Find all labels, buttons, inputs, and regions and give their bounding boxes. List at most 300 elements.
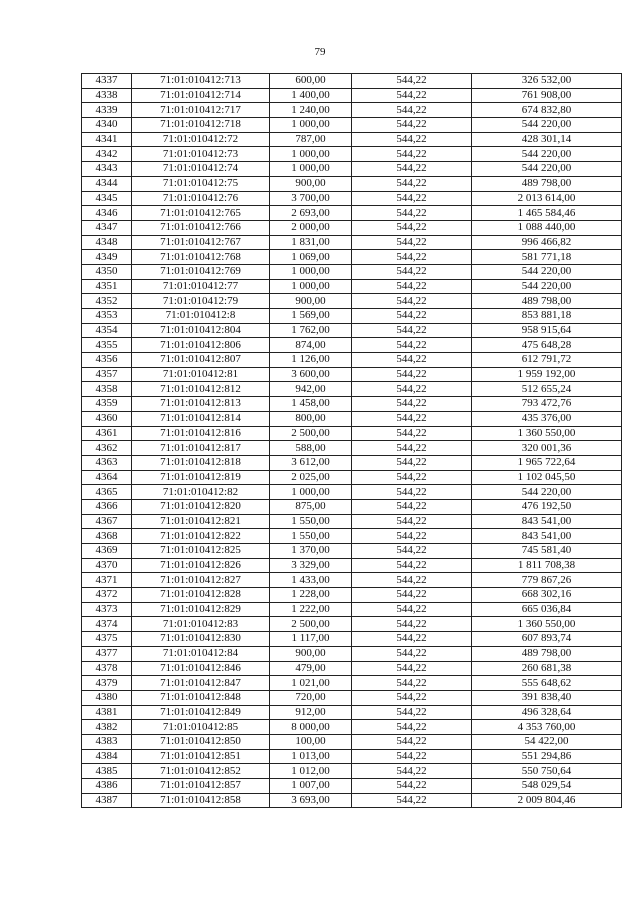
row-number-cell: 4362 xyxy=(82,441,132,456)
row-number-cell: 4337 xyxy=(82,74,132,89)
area-cell: 787,00 xyxy=(270,132,352,147)
cadastral-value-cell: 489 798,00 xyxy=(472,294,622,309)
table-row xyxy=(82,646,622,661)
row-number-cell: 4370 xyxy=(82,558,132,573)
area-cell: 1 117,00 xyxy=(270,632,352,647)
specific-value-cell: 544,22 xyxy=(352,235,472,250)
cadastral-value-cell: 1 102 045,50 xyxy=(472,470,622,485)
cadastral-value-cell: 665 036,84 xyxy=(472,602,622,617)
specific-value-cell: 544,22 xyxy=(352,397,472,412)
cadastral-number-cell: 71:01:010412:714 xyxy=(132,88,270,103)
specific-value-cell: 544,22 xyxy=(352,118,472,133)
specific-value-cell: 544,22 xyxy=(352,588,472,603)
row-number-cell: 4385 xyxy=(82,764,132,779)
specific-value-cell: 544,22 xyxy=(352,514,472,529)
area-cell: 600,00 xyxy=(270,74,352,89)
cadastral-number-cell: 71:01:010412:817 xyxy=(132,441,270,456)
row-number-cell: 4357 xyxy=(82,367,132,382)
specific-value-cell: 544,22 xyxy=(352,544,472,559)
row-number-cell: 4380 xyxy=(82,690,132,705)
cadastral-number-cell: 71:01:010412:769 xyxy=(132,264,270,279)
table-row xyxy=(82,514,622,529)
cadastral-number-cell: 71:01:010412:806 xyxy=(132,338,270,353)
cadastral-number-cell: 71:01:010412:81 xyxy=(132,367,270,382)
specific-value-cell: 544,22 xyxy=(352,455,472,470)
row-number-cell: 4384 xyxy=(82,749,132,764)
area-cell: 3 329,00 xyxy=(270,558,352,573)
area-cell: 1 569,00 xyxy=(270,309,352,324)
cadastral-number-cell: 71:01:010412:765 xyxy=(132,206,270,221)
table-row xyxy=(82,455,622,470)
specific-value-cell: 544,22 xyxy=(352,103,472,118)
area-cell: 1 433,00 xyxy=(270,573,352,588)
area-cell: 2 000,00 xyxy=(270,220,352,235)
cadastral-number-cell: 71:01:010412:858 xyxy=(132,793,270,808)
table-row xyxy=(82,382,622,397)
cadastral-number-cell: 71:01:010412:713 xyxy=(132,74,270,89)
area-cell: 1 458,00 xyxy=(270,397,352,412)
cadastral-number-cell: 71:01:010412:816 xyxy=(132,426,270,441)
table-row xyxy=(82,118,622,133)
cadastral-number-cell: 71:01:010412:814 xyxy=(132,411,270,426)
row-number-cell: 4360 xyxy=(82,411,132,426)
row-number-cell: 4383 xyxy=(82,734,132,749)
cadastral-value-cell: 435 376,00 xyxy=(472,411,622,426)
table-row xyxy=(82,74,622,89)
area-cell: 1 007,00 xyxy=(270,779,352,794)
cadastral-value-cell: 260 681,38 xyxy=(472,661,622,676)
table-row xyxy=(82,720,622,735)
cadastral-value-cell: 54 422,00 xyxy=(472,734,622,749)
table-row xyxy=(82,309,622,324)
row-number-cell: 4364 xyxy=(82,470,132,485)
row-number-cell: 4354 xyxy=(82,323,132,338)
table-row xyxy=(82,132,622,147)
area-cell: 1 831,00 xyxy=(270,235,352,250)
row-number-cell: 4363 xyxy=(82,455,132,470)
row-number-cell: 4375 xyxy=(82,632,132,647)
specific-value-cell: 544,22 xyxy=(352,734,472,749)
area-cell: 1 021,00 xyxy=(270,676,352,691)
row-number-cell: 4359 xyxy=(82,397,132,412)
specific-value-cell: 544,22 xyxy=(352,411,472,426)
specific-value-cell: 544,22 xyxy=(352,176,472,191)
cadastral-number-cell: 71:01:010412:766 xyxy=(132,220,270,235)
cadastral-value-cell: 761 908,00 xyxy=(472,88,622,103)
cadastral-number-cell: 71:01:010412:847 xyxy=(132,676,270,691)
table-row xyxy=(82,250,622,265)
table-row xyxy=(82,779,622,794)
row-number-cell: 4373 xyxy=(82,602,132,617)
cadastral-number-cell: 71:01:010412:820 xyxy=(132,499,270,514)
table-row xyxy=(82,353,622,368)
row-number-cell: 4349 xyxy=(82,250,132,265)
cadastral-number-cell: 71:01:010412:830 xyxy=(132,632,270,647)
cadastral-number-cell: 71:01:010412:85 xyxy=(132,720,270,735)
specific-value-cell: 544,22 xyxy=(352,279,472,294)
cadastral-value-cell: 496 328,64 xyxy=(472,705,622,720)
table-row xyxy=(82,676,622,691)
page-number: 79 xyxy=(314,46,326,58)
specific-value-cell: 544,22 xyxy=(352,690,472,705)
specific-value-cell: 544,22 xyxy=(352,602,472,617)
row-number-cell: 4365 xyxy=(82,485,132,500)
specific-value-cell: 544,22 xyxy=(352,353,472,368)
cadastral-value-cell: 544 220,00 xyxy=(472,147,622,162)
area-cell: 900,00 xyxy=(270,646,352,661)
row-number-cell: 4377 xyxy=(82,646,132,661)
specific-value-cell: 544,22 xyxy=(352,793,472,808)
cadastral-number-cell: 71:01:010412:807 xyxy=(132,353,270,368)
area-cell: 942,00 xyxy=(270,382,352,397)
cadastral-number-cell: 71:01:010412:767 xyxy=(132,235,270,250)
specific-value-cell: 544,22 xyxy=(352,147,472,162)
cadastral-number-cell: 71:01:010412:819 xyxy=(132,470,270,485)
cadastral-number-cell: 71:01:010412:827 xyxy=(132,573,270,588)
area-cell: 1 240,00 xyxy=(270,103,352,118)
table-row xyxy=(82,235,622,250)
area-cell: 1 126,00 xyxy=(270,353,352,368)
row-number-cell: 4353 xyxy=(82,309,132,324)
specific-value-cell: 544,22 xyxy=(352,779,472,794)
cadastral-value-cell: 607 893,74 xyxy=(472,632,622,647)
cadastral-number-cell: 71:01:010412:718 xyxy=(132,118,270,133)
cadastral-value-cell: 843 541,00 xyxy=(472,514,622,529)
specific-value-cell: 544,22 xyxy=(352,294,472,309)
table-row xyxy=(82,397,622,412)
cadastral-number-cell: 71:01:010412:74 xyxy=(132,162,270,177)
area-cell: 912,00 xyxy=(270,705,352,720)
table-row xyxy=(82,88,622,103)
row-number-cell: 4382 xyxy=(82,720,132,735)
cadastral-value-cell: 555 648,62 xyxy=(472,676,622,691)
row-number-cell: 4341 xyxy=(82,132,132,147)
table-row xyxy=(82,588,622,603)
area-cell: 2 025,00 xyxy=(270,470,352,485)
cadastral-number-cell: 71:01:010412:826 xyxy=(132,558,270,573)
table-row xyxy=(82,264,622,279)
row-number-cell: 4374 xyxy=(82,617,132,632)
area-cell: 720,00 xyxy=(270,690,352,705)
specific-value-cell: 544,22 xyxy=(352,720,472,735)
cadastral-number-cell: 71:01:010412:851 xyxy=(132,749,270,764)
cadastral-value-cell: 779 867,26 xyxy=(472,573,622,588)
row-number-cell: 4381 xyxy=(82,705,132,720)
table-row xyxy=(82,191,622,206)
area-cell: 1 012,00 xyxy=(270,764,352,779)
row-number-cell: 4342 xyxy=(82,147,132,162)
row-number-cell: 4379 xyxy=(82,676,132,691)
cadastral-value-cell: 544 220,00 xyxy=(472,264,622,279)
cadastral-value-cell: 674 832,80 xyxy=(472,103,622,118)
cadastral-number-cell: 71:01:010412:768 xyxy=(132,250,270,265)
table-row xyxy=(82,176,622,191)
table-row xyxy=(82,734,622,749)
cadastral-value-cell: 1 811 708,38 xyxy=(472,558,622,573)
cadastral-number-cell: 71:01:010412:850 xyxy=(132,734,270,749)
cadastral-value-cell: 391 838,40 xyxy=(472,690,622,705)
specific-value-cell: 544,22 xyxy=(352,705,472,720)
area-cell: 1 000,00 xyxy=(270,264,352,279)
table-row xyxy=(82,499,622,514)
table-row xyxy=(82,338,622,353)
cadastral-number-cell: 71:01:010412:828 xyxy=(132,588,270,603)
cadastral-value-table xyxy=(81,73,622,808)
row-number-cell: 4344 xyxy=(82,176,132,191)
row-number-cell: 4371 xyxy=(82,573,132,588)
area-cell: 588,00 xyxy=(270,441,352,456)
table-row xyxy=(82,426,622,441)
area-cell: 2 693,00 xyxy=(270,206,352,221)
cadastral-value-cell: 612 791,72 xyxy=(472,353,622,368)
cadastral-number-cell: 71:01:010412:79 xyxy=(132,294,270,309)
row-number-cell: 4372 xyxy=(82,588,132,603)
cadastral-number-cell: 71:01:010412:77 xyxy=(132,279,270,294)
cadastral-number-cell: 71:01:010412:818 xyxy=(132,455,270,470)
specific-value-cell: 544,22 xyxy=(352,573,472,588)
cadastral-number-cell: 71:01:010412:82 xyxy=(132,485,270,500)
cadastral-value-cell: 544 220,00 xyxy=(472,118,622,133)
table-row xyxy=(82,323,622,338)
specific-value-cell: 544,22 xyxy=(352,426,472,441)
area-cell: 900,00 xyxy=(270,294,352,309)
area-cell: 100,00 xyxy=(270,734,352,749)
cadastral-value-cell: 476 192,50 xyxy=(472,499,622,514)
cadastral-value-cell: 1 088 440,00 xyxy=(472,220,622,235)
cadastral-value-cell: 2 013 614,00 xyxy=(472,191,622,206)
table-row xyxy=(82,367,622,382)
area-cell: 1 400,00 xyxy=(270,88,352,103)
row-number-cell: 4340 xyxy=(82,118,132,133)
area-cell: 2 500,00 xyxy=(270,617,352,632)
table-row xyxy=(82,544,622,559)
area-cell: 875,00 xyxy=(270,499,352,514)
cadastral-value-cell: 428 301,14 xyxy=(472,132,622,147)
cadastral-number-cell: 71:01:010412:812 xyxy=(132,382,270,397)
cadastral-number-cell: 71:01:010412:825 xyxy=(132,544,270,559)
area-cell: 479,00 xyxy=(270,661,352,676)
table-row xyxy=(82,103,622,118)
row-number-cell: 4346 xyxy=(82,206,132,221)
area-cell: 3 612,00 xyxy=(270,455,352,470)
cadastral-value-cell: 853 881,18 xyxy=(472,309,622,324)
area-cell: 800,00 xyxy=(270,411,352,426)
cadastral-number-cell: 71:01:010412:8 xyxy=(132,309,270,324)
cadastral-value-cell: 2 009 804,46 xyxy=(472,793,622,808)
cadastral-value-cell: 475 648,28 xyxy=(472,338,622,353)
area-cell: 1 000,00 xyxy=(270,279,352,294)
row-number-cell: 4350 xyxy=(82,264,132,279)
area-cell: 3 693,00 xyxy=(270,793,352,808)
area-cell: 874,00 xyxy=(270,338,352,353)
table-row xyxy=(82,764,622,779)
cadastral-number-cell: 71:01:010412:821 xyxy=(132,514,270,529)
specific-value-cell: 544,22 xyxy=(352,485,472,500)
cadastral-value-cell: 550 750,64 xyxy=(472,764,622,779)
cadastral-number-cell: 71:01:010412:84 xyxy=(132,646,270,661)
area-cell: 1 013,00 xyxy=(270,749,352,764)
table-row xyxy=(82,690,622,705)
specific-value-cell: 544,22 xyxy=(352,264,472,279)
specific-value-cell: 544,22 xyxy=(352,632,472,647)
row-number-cell: 4366 xyxy=(82,499,132,514)
cadastral-value-cell: 745 581,40 xyxy=(472,544,622,559)
specific-value-cell: 544,22 xyxy=(352,191,472,206)
specific-value-cell: 544,22 xyxy=(352,617,472,632)
cadastral-number-cell: 71:01:010412:717 xyxy=(132,103,270,118)
specific-value-cell: 544,22 xyxy=(352,250,472,265)
cadastral-value-cell: 793 472,76 xyxy=(472,397,622,412)
specific-value-cell: 544,22 xyxy=(352,529,472,544)
table-row xyxy=(82,573,622,588)
area-cell: 1 000,00 xyxy=(270,118,352,133)
row-number-cell: 4347 xyxy=(82,220,132,235)
cadastral-value-cell: 843 541,00 xyxy=(472,529,622,544)
cadastral-value-cell: 668 302,16 xyxy=(472,588,622,603)
table-row xyxy=(82,793,622,808)
area-cell: 3 700,00 xyxy=(270,191,352,206)
cadastral-number-cell: 71:01:010412:857 xyxy=(132,779,270,794)
table-row xyxy=(82,617,622,632)
row-number-cell: 4338 xyxy=(82,88,132,103)
row-number-cell: 4339 xyxy=(82,103,132,118)
table-row xyxy=(82,470,622,485)
cadastral-number-cell: 71:01:010412:804 xyxy=(132,323,270,338)
cadastral-value-cell: 1 959 192,00 xyxy=(472,367,622,382)
area-cell: 8 000,00 xyxy=(270,720,352,735)
table-row xyxy=(82,749,622,764)
area-cell: 1 370,00 xyxy=(270,544,352,559)
cadastral-value-cell: 489 798,00 xyxy=(472,176,622,191)
specific-value-cell: 544,22 xyxy=(352,338,472,353)
cadastral-value-cell: 958 915,64 xyxy=(472,323,622,338)
specific-value-cell: 544,22 xyxy=(352,74,472,89)
specific-value-cell: 544,22 xyxy=(352,558,472,573)
row-number-cell: 4352 xyxy=(82,294,132,309)
table-row xyxy=(82,279,622,294)
cadastral-value-cell: 1 965 722,64 xyxy=(472,455,622,470)
table-row xyxy=(82,411,622,426)
cadastral-value-cell: 1 465 584,46 xyxy=(472,206,622,221)
specific-value-cell: 544,22 xyxy=(352,323,472,338)
row-number-cell: 4368 xyxy=(82,529,132,544)
table-row xyxy=(82,705,622,720)
table-row xyxy=(82,661,622,676)
area-cell: 1 550,00 xyxy=(270,529,352,544)
area-cell: 2 500,00 xyxy=(270,426,352,441)
cadastral-value-cell: 581 771,18 xyxy=(472,250,622,265)
area-cell: 1 000,00 xyxy=(270,162,352,177)
cadastral-value-cell: 544 220,00 xyxy=(472,485,622,500)
cadastral-value-cell: 551 294,86 xyxy=(472,749,622,764)
cadastral-number-cell: 71:01:010412:813 xyxy=(132,397,270,412)
row-number-cell: 4348 xyxy=(82,235,132,250)
table-body xyxy=(82,74,622,808)
table-row xyxy=(82,441,622,456)
row-number-cell: 4369 xyxy=(82,544,132,559)
area-cell: 1 000,00 xyxy=(270,485,352,500)
specific-value-cell: 544,22 xyxy=(352,661,472,676)
area-cell: 900,00 xyxy=(270,176,352,191)
area-cell: 1 000,00 xyxy=(270,147,352,162)
cadastral-value-cell: 1 360 550,00 xyxy=(472,617,622,632)
specific-value-cell: 544,22 xyxy=(352,749,472,764)
row-number-cell: 4343 xyxy=(82,162,132,177)
table-row xyxy=(82,485,622,500)
row-number-cell: 4386 xyxy=(82,779,132,794)
specific-value-cell: 544,22 xyxy=(352,676,472,691)
cadastral-value-cell: 489 798,00 xyxy=(472,646,622,661)
cadastral-number-cell: 71:01:010412:75 xyxy=(132,176,270,191)
area-cell: 1 069,00 xyxy=(270,250,352,265)
specific-value-cell: 544,22 xyxy=(352,162,472,177)
area-cell: 1 550,00 xyxy=(270,514,352,529)
cadastral-number-cell: 71:01:010412:848 xyxy=(132,690,270,705)
cadastral-number-cell: 71:01:010412:83 xyxy=(132,617,270,632)
row-number-cell: 4345 xyxy=(82,191,132,206)
table-row xyxy=(82,602,622,617)
specific-value-cell: 544,22 xyxy=(352,470,472,485)
area-cell: 1 222,00 xyxy=(270,602,352,617)
table-row xyxy=(82,162,622,177)
cadastral-value-cell: 544 220,00 xyxy=(472,279,622,294)
specific-value-cell: 544,22 xyxy=(352,499,472,514)
cadastral-number-cell: 71:01:010412:846 xyxy=(132,661,270,676)
row-number-cell: 4358 xyxy=(82,382,132,397)
specific-value-cell: 544,22 xyxy=(352,220,472,235)
cadastral-value-cell: 320 001,36 xyxy=(472,441,622,456)
row-number-cell: 4387 xyxy=(82,793,132,808)
table-row xyxy=(82,529,622,544)
cadastral-number-cell: 71:01:010412:73 xyxy=(132,147,270,162)
cadastral-number-cell: 71:01:010412:76 xyxy=(132,191,270,206)
cadastral-value-cell: 4 353 760,00 xyxy=(472,720,622,735)
specific-value-cell: 544,22 xyxy=(352,646,472,661)
specific-value-cell: 544,22 xyxy=(352,764,472,779)
cadastral-number-cell: 71:01:010412:849 xyxy=(132,705,270,720)
row-number-cell: 4356 xyxy=(82,353,132,368)
row-number-cell: 4378 xyxy=(82,661,132,676)
area-cell: 1 762,00 xyxy=(270,323,352,338)
table-row xyxy=(82,632,622,647)
cadastral-value-cell: 326 532,00 xyxy=(472,74,622,89)
cadastral-number-cell: 71:01:010412:829 xyxy=(132,602,270,617)
row-number-cell: 4351 xyxy=(82,279,132,294)
row-number-cell: 4355 xyxy=(82,338,132,353)
area-cell: 3 600,00 xyxy=(270,367,352,382)
table-row xyxy=(82,558,622,573)
area-cell: 1 228,00 xyxy=(270,588,352,603)
specific-value-cell: 544,22 xyxy=(352,382,472,397)
row-number-cell: 4361 xyxy=(82,426,132,441)
cadastral-number-cell: 71:01:010412:72 xyxy=(132,132,270,147)
cadastral-value-cell: 512 655,24 xyxy=(472,382,622,397)
specific-value-cell: 544,22 xyxy=(352,367,472,382)
table-row xyxy=(82,147,622,162)
specific-value-cell: 544,22 xyxy=(352,309,472,324)
specific-value-cell: 544,22 xyxy=(352,441,472,456)
table-row xyxy=(82,206,622,221)
table-row xyxy=(82,294,622,309)
cadastral-value-cell: 548 029,54 xyxy=(472,779,622,794)
cadastral-number-cell: 71:01:010412:852 xyxy=(132,764,270,779)
cadastral-number-cell: 71:01:010412:822 xyxy=(132,529,270,544)
specific-value-cell: 544,22 xyxy=(352,206,472,221)
cadastral-value-cell: 996 466,82 xyxy=(472,235,622,250)
row-number-cell: 4367 xyxy=(82,514,132,529)
table-row xyxy=(82,220,622,235)
specific-value-cell: 544,22 xyxy=(352,132,472,147)
